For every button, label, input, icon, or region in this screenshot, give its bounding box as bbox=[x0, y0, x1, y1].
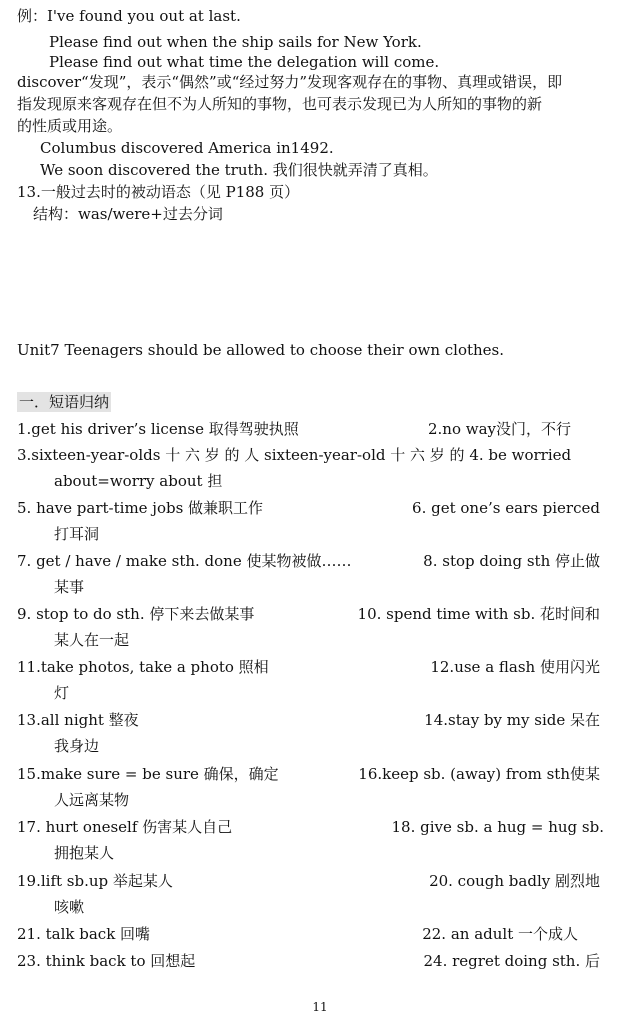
example-sentence: Please find out when the ship sails for New York. bbox=[49, 33, 422, 51]
example-line: 例：I've found you out at last. bbox=[17, 7, 241, 25]
phrase-left: 23. think back to 回想起 bbox=[17, 952, 196, 970]
page-number: 11 bbox=[312, 1000, 328, 1014]
phrase-right: 24. regret doing sth. 后 bbox=[423, 952, 600, 970]
phrase-right: 16.keep sb. (away) from sth使某 bbox=[358, 765, 600, 783]
explanation-line: 指发现原来客观存在但不为人所知的事物，也可表示发现已为人所知的事物的新 bbox=[17, 95, 543, 113]
phrase-left: 9. stop to do sth. 停下来去做某事 bbox=[17, 605, 255, 623]
phrase-right: 2.no way没门，不行 bbox=[427, 420, 571, 438]
phrase-continuation: 打耳洞 bbox=[54, 525, 100, 543]
phrase-right: 10. spend time with sb. 花时间和 bbox=[357, 605, 600, 623]
phrase-left: 19.lift sb.up 举起某人 bbox=[17, 872, 173, 890]
phrase-left: 1.get his driver’s license 取得驾驶执照 bbox=[17, 420, 299, 438]
phrase-right: 14.stay by my side 呆在 bbox=[424, 711, 600, 729]
phrase-right: 6. get one’s ears pierced bbox=[412, 499, 600, 517]
phrase-continuation: about=worry about 担 bbox=[54, 472, 223, 490]
section-heading-text: 一．短语归纳 bbox=[19, 393, 110, 411]
phrase-continuation: 某人在一起 bbox=[54, 631, 130, 649]
phrase-right: 8. stop doing sth 停止做 bbox=[423, 552, 600, 570]
phrase-left: 11.take photos, take a photo 照相 bbox=[17, 658, 269, 676]
phrase-continuation: 拥抱某人 bbox=[54, 844, 115, 862]
phrase-left: 17. hurt oneself 伤害某人自己 bbox=[17, 818, 233, 836]
example-sentence: Please find out what time the delegation will come. bbox=[49, 53, 440, 71]
example-sentence: Columbus discovered America in1492. bbox=[40, 139, 334, 157]
explanation-line: 的性质或用途。 bbox=[17, 117, 123, 135]
phrase-right: 12.use a flash 使用闪光 bbox=[430, 658, 600, 676]
unit-title: Unit7 Teenagers should be allowed to choose their own clothes. bbox=[17, 341, 505, 359]
phrase-left: 21. talk back 回嘴 bbox=[17, 925, 151, 943]
phrase-continuation: 我身边 bbox=[54, 737, 100, 755]
phrase-left: 15.make sure = be sure 确保，确定 bbox=[17, 765, 279, 783]
phrase-right: 18. give sb. a hug = hug sb. bbox=[391, 818, 604, 836]
explanation-line: discover“发现”，表示“偶然”或“经过努力”发现客观存在的事物、真理或错误，即 bbox=[17, 73, 563, 91]
phrase-right: 22. an adult 一个成人 bbox=[422, 925, 578, 943]
phrase-continuation: 灯 bbox=[54, 684, 70, 702]
phrase-left: 13.all night 整夜 bbox=[17, 711, 139, 729]
grammar-structure: 结构：was/were+过去分词 bbox=[33, 205, 223, 223]
phrase-continuation: 人远离某物 bbox=[54, 791, 130, 809]
phrase-left: 3.sixteen-year-olds 十 六 岁 的 人 sixteen-year-old 十 六 岁 的 4. be worried bbox=[17, 446, 572, 464]
phrase-left: 5. have part-time jobs 做兼职工作 bbox=[17, 499, 264, 517]
phrase-left: 7. get / have / make sth. done 使某物被做…… bbox=[17, 552, 352, 570]
example-sentence: We soon discovered the truth. 我们很快就弄清了真相。 bbox=[40, 161, 438, 179]
phrase-continuation: 某事 bbox=[54, 578, 85, 596]
phrase-continuation: 咳嗽 bbox=[54, 898, 85, 916]
grammar-point: 13.一般过去时的被动语态（见 P188 页） bbox=[17, 183, 300, 201]
phrase-right: 20. cough badly 剧烈地 bbox=[429, 872, 600, 890]
section-heading bbox=[17, 392, 111, 412]
